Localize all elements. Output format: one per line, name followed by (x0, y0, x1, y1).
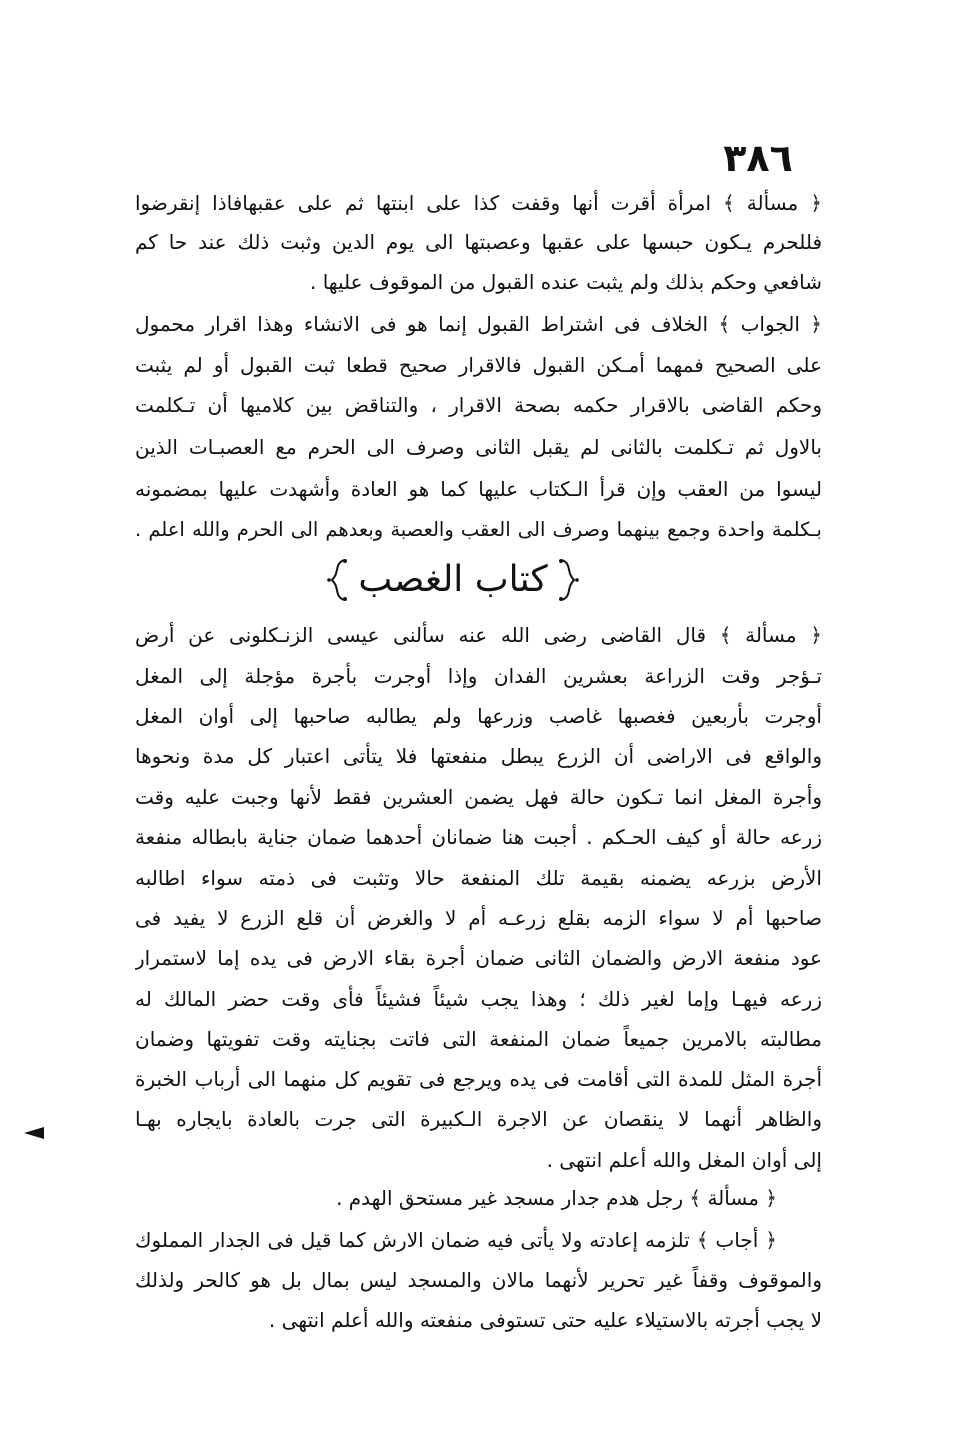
text-line: على الصحيح فمهما أمـكن القبول فالاقرار صحيح قطعا ثبت القبول أو لم يثبت (135, 353, 822, 377)
chapter-title: كتاب الغصب (358, 559, 548, 600)
text-line: ﴿ مسألة ﴾ قال القاضى رضى الله عنه سألنى عيسى الزنـكلونى عن أرض (135, 623, 822, 647)
text-line: بـكلمة واحدة وجمع بينهما وصرف الى العقب والعصبة وبعدهم الى الحرم والله اعلم . (135, 518, 822, 541)
page-number: ٣٨٦ (723, 136, 793, 180)
text-line: فللحرم يـكون حبسها على عقبها وعصبتها الى يوم الدين وثبت ذلك عند حا كم (135, 230, 822, 254)
text-line: وحكم القاضى بالاقرار حكمه بصحة الاقرار ، والتناقض بين كلاميها أن تـكلمت (135, 393, 822, 417)
text-line: ﴿ الجواب ﴾ الخلاف فى اشتراط القبول إنما هو فى الانشاء وهذا اقرار محمول (135, 312, 822, 336)
ornament-bracket-right-icon (556, 558, 580, 602)
text-line: لا يجب أجرته بالاستيلاء عليه حتى تستوفى منفعته والله أعلم انتهى . (268, 1308, 822, 1332)
text-line: مطالبته بالامرين جميعاً ضمان المنفعة التى فاتت بجنايته وقت تفويتها وضمان (135, 1027, 822, 1051)
ornament-bracket-left-icon (326, 558, 350, 602)
text-line: وأجرة المغل انما تـكون حالة فهل يضمن العشرين فقط لأنها وجبت عليه وقت (135, 785, 822, 809)
text-line: ﴿ أجاب ﴾ تلزمه إعادته ولا يأتى فيه ضمان الارش كما قيل فى الجدار المملوك (135, 1228, 777, 1252)
text-line: ﴿ مسألة ﴾ امرأة أقرت أنها وقفت كذا على ابنتها ثم على عقبهافاذا إنقرضوا (135, 191, 822, 215)
text-line: الأرض بزرعه يضمنه بقيمة تلك المنفعة حالا وتثبت فى ذمته سواء اطالبه (135, 866, 822, 890)
text-line: زرعه فيهـا وإما لغير ذلك ؛ وهذا يجب شيئاً فشيئاً فأى وقت حضر المالك له (135, 987, 822, 1011)
margin-mark (24, 1127, 44, 1139)
chapter-heading (322, 552, 584, 608)
text-line: بالاول ثم تـكلمت بالثانى لم يقبل الثانى وصرف الى الحرم مع العصبـات الذين (135, 435, 822, 459)
text-line: والواقع فى الاراضى أن الزرع يبطل منفعتها فلا يتأتى اعتبار كل مدة ونحوها (135, 744, 822, 768)
text-line: والظاهر أنهما لا ينقصان عن الاجرة الـكبيرة التى جرت بالعادة بايجاره بهـا (135, 1107, 822, 1131)
text-line: عود منفعة الارض والضمان الثانى ضمان أجرة بقاء الارض فى يده إما لاستمرار (135, 946, 822, 970)
text-line: شافعي وحكم بذلك ولم يثبت عنده القبول من الموقوف عليها . (309, 270, 822, 294)
text-line: إلى أوان المغل والله أعلم انتهى . (546, 1148, 822, 1172)
text-line: زرعه حالة أو كيف الحـكم . أجبت هنا ضمانان أحدهما ضمان جناية بابطاله منفعة (135, 825, 822, 849)
text-line: ليسوا من العقب وإن قرأ الـكتاب عليها كما هو العادة وأشهدت عليها بمضمونه (135, 477, 822, 501)
text-line: والموقوف وقفاً غير تحرير لأنهما مالان والمسجد ليس بمال بل هو كالحر ولذلك (135, 1268, 822, 1292)
text-line: أوجرت بأربعين فغصبها غاصب وزرعها ولم يطالبه صاحبها إلى أوان المغل (135, 704, 822, 728)
text-line: أجرة المثل للمدة التى أقامت فى يده ويرجع فى تقويم كل منهما الى أرباب الخبرة (135, 1067, 822, 1091)
text-line: صاحبها أم لا سواء الزمه بقلع زرعـه أم لا والغرض أن قلع الزرع لا يفيد فى (135, 906, 822, 930)
text-line: ﴿ مسألة ﴾ رجل هدم جدار مسجد غير مستحق الهدم . (336, 1186, 777, 1210)
text-line: تـؤجر وقت الزراعة بعشرين الفدان وإذا أوجرت بأجرة مؤجلة إلى المغل (135, 664, 822, 688)
